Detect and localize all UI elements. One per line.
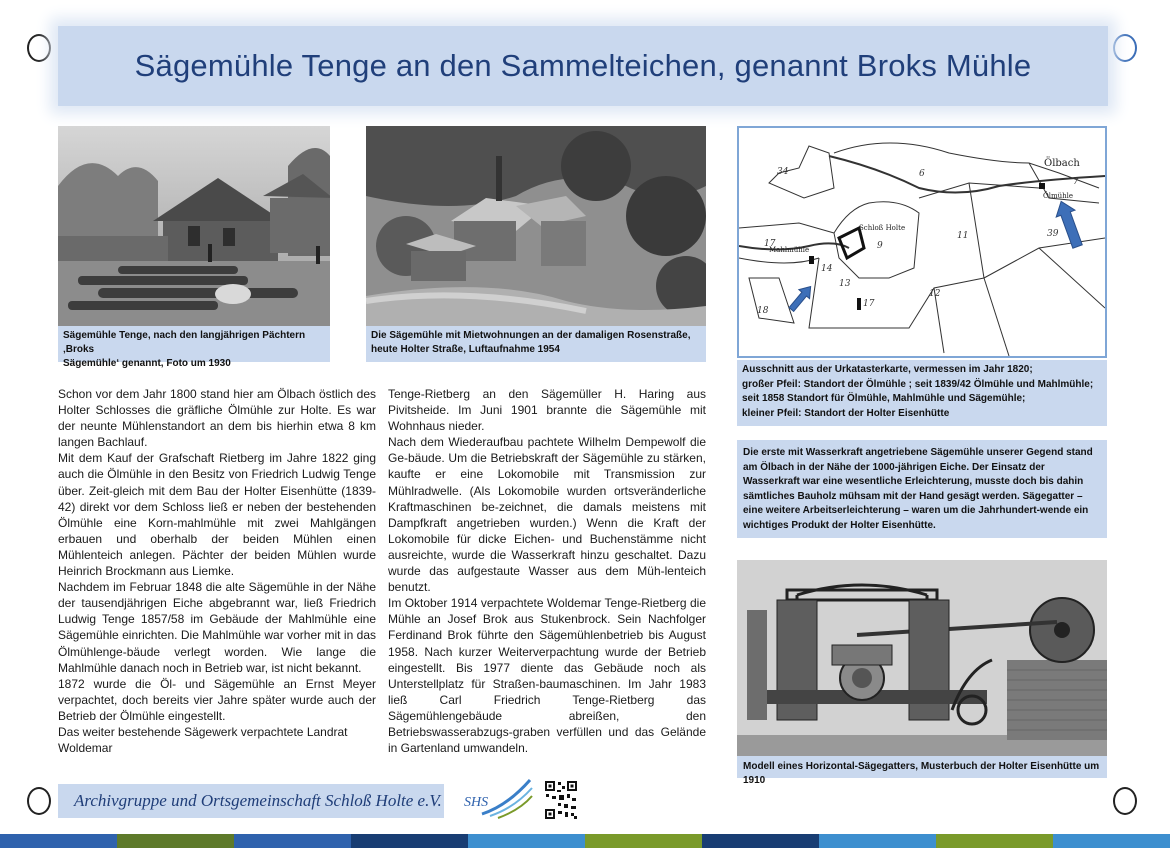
text-column-middle [388,386,706,756]
info-box: Die erste mit Wasserkraft angetriebene Sägemühle unserer Gegend stand am Ölbach in der Nähe der 1000-jährigen Eiche. Der Einsatz der Wasserkraft war eine wesentliche Erleichterung, musste doch bis dahin sämtliches Bauholz mühsam mit der Hand gesägt werden. Sägegatter – eine weitere Arbeitserleichterung – waren um die Jahrhundert-wende ein wichtiges Produkt der Holter Eisenhütte. [737,440,1107,538]
paragraph: Tenge-Rietberg an den Sägemüller H. Haring aus Pivitsheide. Im Juni 1901 brannte die Sägemühle mit Wohnhaus nieder. [388,387,706,434]
map-parcel-number: 9 [877,241,883,251]
caption-line: großer Pfeil: Standort der Ölmühle ; seit 1839/42 Ölmühle und Mahlmühle; [742,378,1094,390]
punch-hole-top-left [27,34,51,62]
stripe-segment [936,834,1053,848]
paragraph: Das weiter bestehende Sägewerk verpachtete Landrat Woldemar [58,724,348,756]
caption-line: Die Sägemühle mit Mietwohnungen an der damaligen Rosenstraße, [371,330,691,341]
caption-line: seit 1858 Standort für Ölmühle, Mahlmühle und Sägemühle; [742,393,1026,404]
map-parcel-number: 6 [919,169,925,179]
map-caption [737,360,1107,426]
paragraph: Schon vor dem Jahr 1800 stand hier am Ölbach östlich des Holter Schlosses die gräfliche Ölmühle zur Holte. Es war der neunte Mühlenstandort an dem bis hierhin etwa 8 km langen Bachlauf. [58,387,376,450]
map-parcel-number: 18 [757,306,769,316]
photo-aerial-caption [366,326,706,362]
footer-org-banner [58,784,444,818]
stripe-segment [1053,834,1170,848]
map-parcel-number: 13 [839,279,851,289]
stripe-segment [0,834,117,848]
footer-color-stripe [0,834,1170,848]
map-parcel-number: 17 [764,239,776,249]
title-banner [58,26,1108,106]
caption-line: Sägemühle Tenge, nach den langjährigen Pächtern ‚Broks [63,330,306,355]
paragraph: Im Oktober 1914 verpachtete Woldemar Tenge-Rietberg die Mühle an Josef Brok aus Stukenbrock. Sein Nachfolger Ferdinand Brok führte den Sägemühlenbetrieb bis August 1958. Nach kurzer Weiterverpachtung wurde der Betrieb eingestellt. Bis 1977 diente das Gebäude noch als Unterstellplatz für Straßen-baumaschinen. Im Jahr 1983 ließ Carl Friedrich Tenge-Rietberg das Sägemühlengebäude abreißen, den Betriebswasserabzugs-graben verfüllen und das Gelände in Gartenland umwandeln. [388,596,706,756]
map-label-mahlmuehle: Mahlmühle [769,246,810,254]
cadastral-map [737,126,1107,358]
photo-sawmill-caption [58,326,330,369]
map-parcel-number: 7 [1073,177,1079,187]
stripe-segment [234,834,351,848]
caption-line: Ausschnitt aus der Urkatasterkarte, vermessen im Jahr 1820; [742,364,1033,375]
map-label-oelbach: Ölbach [1044,158,1080,169]
stripe-segment [468,834,585,848]
map-parcel-number: 11 [957,231,969,241]
caption-line: kleiner Pfeil: Standort der Holter Eisenhütte [742,407,950,419]
page-title: Sägemühle Tenge an den Sammelteichen, genannt Broks Mühle [134,48,1032,83]
photo-sawmill-1930 [58,126,330,326]
map-parcel-number: 39 [1047,229,1059,239]
map-label-oelmuehle: Ölmühle [1043,192,1074,200]
stripe-segment [819,834,936,848]
photo-aerial-1954 [366,126,706,326]
punch-hole-top-right [1113,34,1137,62]
engraving-horizontal-saw-gate [737,560,1107,756]
map-parcel-number: 14 [821,264,833,274]
shs-logo [462,776,534,820]
caption-line: Sägemühle‘ genannt, Foto um 1930 [63,358,231,369]
paragraph: Nach dem Wiederaufbau pachtete Wilhelm Dempewolf die Ge-bäude. Um die Betriebskraft der Sägemühle zu stärken, kaufte er eine Lokomobile mit Transmission zur Mühlradwelle. (Als Lokomobile wurden ortsveränderliche Kraftmaschinen be-zeichnet, die damals meistens mit Dampfkraft angetrieben wurden.) Wenn die Kraft der Lokomobile für dicke Eichen- und Buchenstämme nicht ausreichte, wurde die Wasserkraft hinzu geschaltet. Dazu wurde das aufgestaute Wasser aus dem Müh-lenteich benutzt. [388,435,706,595]
org-name: Archivgruppe und Ortsgemeinschaft Schloß Holte e.V. [74,791,442,810]
stripe-segment [117,834,234,848]
map-parcel-number: 12 [929,289,941,299]
paragraph: Mit dem Kauf der Grafschaft Rietberg im Jahre 1822 ging auch die Ölmühle in den Besitz von Friedrich Ludwig Tenge über. Zeit-gleich mit dem Bau der Holter Eisenhütte (1839-42) direkt vor dem Schloss ließ er neben der bestehenden Ölmühle eine Korn-mahlmühle mit zwei Mahlgängen erbauen und oberhalb der beiden Mühlen einen Mühlenteich anlegen. Pächter der beiden Mühlen wurde Heinrich Brockmann aus Liemke. [58,451,376,579]
engraving-caption: Modell eines Horizontal-Sägegatters, Musterbuch der Holter Eisenhütte um 1910 [737,756,1107,778]
text-column-left [58,386,376,756]
stripe-segment [702,834,819,848]
stripe-segment [351,834,468,848]
punch-hole-bottom-right [1113,787,1137,815]
paragraph: 1872 wurde die Öl- und Sägemühle an Ernst Meyer verpachtet, doch bereits vier Jahre später wurde auch der Betrieb der Ölmühle eingestellt. [58,676,376,723]
caption-line: heute Holter Straße, Luftaufnahme 1954 [371,344,560,355]
qr-code [544,780,578,820]
stripe-segment [585,834,702,848]
map-label-schloss: Schloß Holte [859,224,906,232]
punch-hole-bottom-left [27,787,51,815]
map-parcel-number: 34 [777,167,789,177]
map-parcel-number: 17 [863,299,875,309]
logo-text: SHS [464,795,489,810]
paragraph: Nachdem im Februar 1848 die alte Sägemühle in der Nähe der tausendjährigen Eiche abgebrannt war, ließ Friedrich Ludwig Tenge 1857/58 im Gebäude der Mahlmühle eine Sägemühle einrichten. Die Mahlmühle war vorher mit in das Ölmühlenge-bäude verlegt worden. Wie lange die Mahlmühle danach noch in Betrieb war, ist nicht bekannt. [58,580,376,675]
